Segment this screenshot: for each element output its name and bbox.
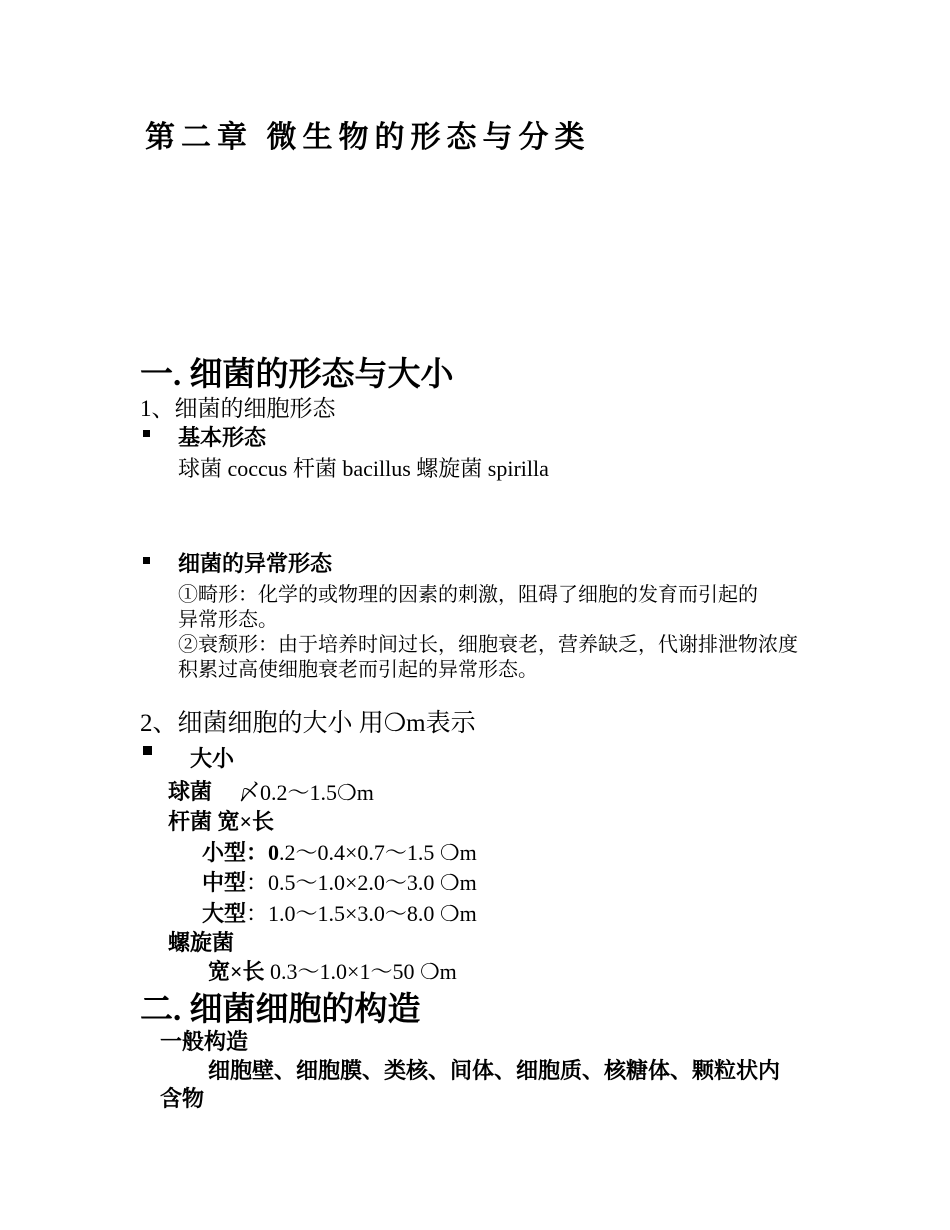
small-size-value-bold: 0: [268, 840, 280, 865]
basic-form-label: 基本形态: [178, 425, 267, 450]
coccus-label: 球菌: [168, 779, 213, 804]
medium-size-label: 中型: [202, 870, 247, 895]
section2-heading: 二. 细菌细胞的构造: [140, 992, 421, 1028]
bullet-basic: [143, 430, 150, 437]
small-size-row: [202, 836, 477, 867]
abnormal-item-1-line2: 异常形态。: [178, 609, 278, 631]
medium-size-value: ：0.5～1.0×2.0～3.0 ❍m: [246, 870, 477, 895]
general-structure-text-line1: 细胞壁、细胞膜、类核、间体、细胞质、核糖体、颗粒状内: [208, 1058, 781, 1083]
basic-form-text: 球菌 coccus 杆菌 bacillus 螺旋菌 spirilla: [178, 456, 549, 481]
spirillum-label: 螺旋菌: [168, 930, 235, 955]
section1-heading: 一. 细菌的形态与大小: [140, 357, 454, 393]
abnormal-item-1-line1: ①畸形：化学的或物理的因素的刺激，阻碍了细胞的发育而引起的: [178, 584, 758, 606]
chapter-title: 第二章 微生物的形态与分类: [145, 121, 591, 154]
small-size-label: 小型：: [202, 840, 269, 865]
abnormal-item-2-line1: ②衰颓形：由于培养时间过长，细胞衰老，营养缺乏，代谢排泄物浓度: [178, 634, 798, 656]
general-structure-text-line2: 含物: [160, 1086, 205, 1111]
large-size-row: [202, 897, 477, 928]
small-size-value: .2～0.4×0.7～1.5 ❍m: [279, 840, 477, 865]
bacillus-label: 杆菌 宽×长: [168, 809, 275, 834]
bullet-abnormal: [143, 557, 150, 564]
subsection2-heading: 2、细菌细胞的大小 用❍m表示: [140, 710, 476, 737]
abnormal-form-label: 细菌的异常形态: [178, 551, 333, 576]
spirillum-row: [208, 955, 457, 986]
general-structure-label: 一般构造: [160, 1029, 249, 1054]
medium-size-row: [202, 866, 477, 897]
spirillum-dim-label: 宽×长: [208, 959, 265, 984]
subsection1-heading: 1、细菌的细胞形态: [140, 396, 336, 421]
coccus-value: 〆0.2～1.5❍m: [238, 780, 374, 805]
large-size-label: 大型: [202, 901, 247, 926]
abnormal-item-2-line2: 积累过高使细胞衰老而引起的异常形态。: [178, 659, 538, 681]
spirillum-value: 0.3～1.0×1～50 ❍m: [264, 959, 457, 984]
size-label: 大小: [190, 746, 235, 771]
bullet-size: [143, 746, 152, 755]
large-size-value: ：1.0～1.5×3.0～8.0 ❍m: [246, 901, 477, 926]
